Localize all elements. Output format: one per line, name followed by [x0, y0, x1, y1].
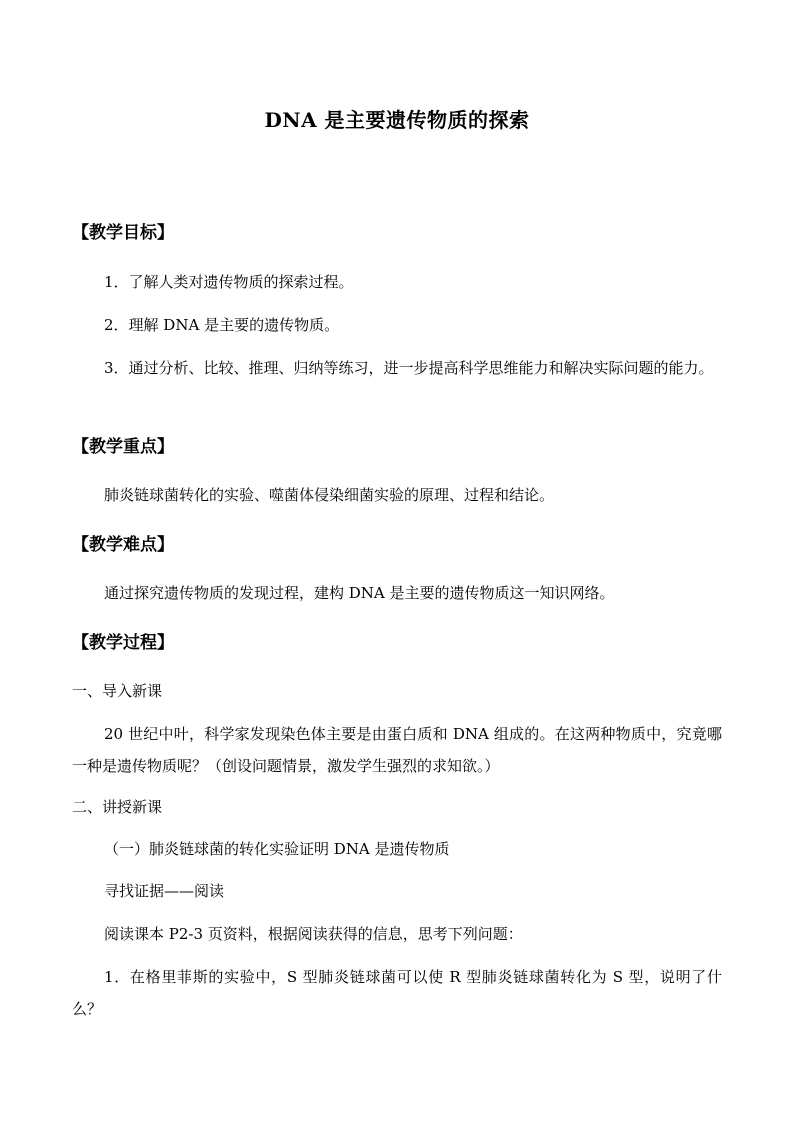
heading-objectives: 【教学目标】 — [72, 223, 174, 243]
intro-paragraph: 20 世纪中叶，科学家发现染色体主要是由蛋白质和 DNA 组成的。在这两种物质中，究竟哪一种是遗传物质呢？（创设问题情景，激发学生强烈的求知欲。） — [72, 725, 722, 775]
heading-difficulties: 【教学难点】 — [72, 535, 174, 555]
page-title: DNA 是主要遗传物质的探索 — [264, 108, 530, 132]
difficulties-text: 通过探究遗传物质的发现过程，建构 DNA 是主要的遗传物质这一知识网络。 — [104, 584, 615, 602]
heading-key-points: 【教学重点】 — [72, 437, 174, 457]
section-intro-title: 一、导入新课 — [72, 682, 163, 700]
reading-instruction: 阅读课本 P2-3 页资料，根据阅读获得的信息，思考下列问题： — [104, 925, 523, 943]
objective-item-3: 3．通过分析、比较、推理、归纳等练习，进一步提高科学思维能力和解决实际问题的能力。 — [104, 359, 714, 377]
key-points-text: 肺炎链球菌转化的实验、噬菌体侵染细菌实验的原理、过程和结论。 — [104, 486, 555, 504]
evidence-label: 寻找证据——阅读 — [104, 882, 225, 900]
objective-item-1: 1．了解人类对遗传物质的探索过程。 — [104, 273, 354, 291]
subsection-1-title: （一）肺炎链球菌的转化实验证明 DNA 是遗传物质 — [104, 840, 450, 858]
objective-item-2: 2．理解 DNA 是主要的遗传物质。 — [104, 316, 340, 334]
section-new-title: 二、讲授新课 — [72, 798, 163, 816]
question-1: 1．在格里菲斯的实验中，S 型肺炎链球菌可以使 R 型肺炎链球菌转化为 S 型，说明了什么？ — [72, 968, 722, 1018]
heading-process: 【教学过程】 — [72, 633, 174, 653]
